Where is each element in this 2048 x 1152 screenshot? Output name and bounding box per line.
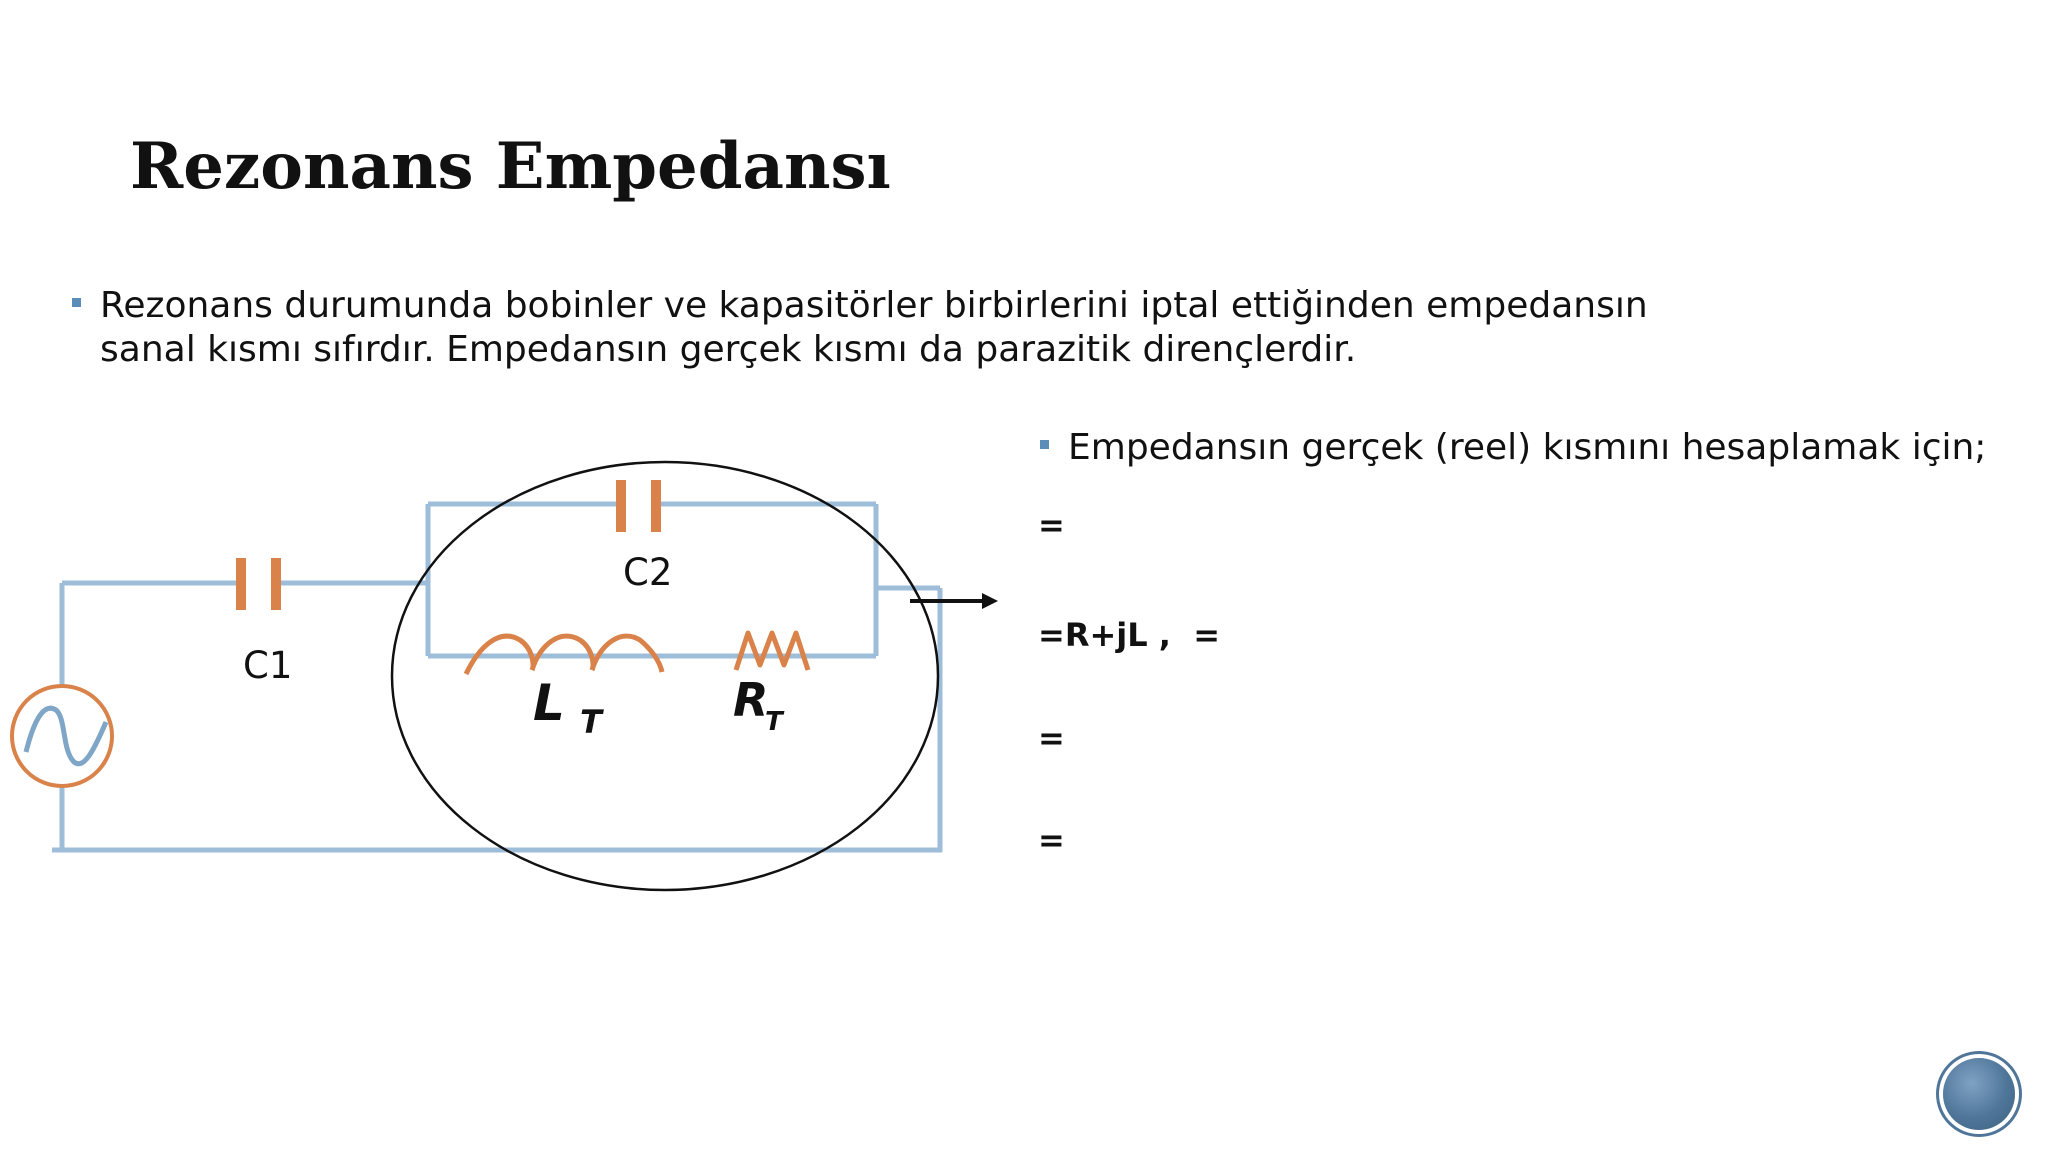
- nav-badge-icon[interactable]: [1943, 1058, 2015, 1130]
- formula-line-3: =: [1038, 719, 1065, 757]
- formula-line-1: =: [1038, 506, 1065, 544]
- slide-title: Rezonans Empedansı: [130, 129, 891, 204]
- bullet-item-resonance: [72, 284, 1732, 372]
- label-lt-main: L: [533, 674, 565, 732]
- bullet-text-resonance: Rezonans durumunda bobinler ve kapasitörler birbirlerini iptal ettiğinden empedansın sanal kısmı sıfırdır. Empedansın gerçek kısmı da parazitik dirençlerdir.: [100, 285, 1648, 370]
- bullet-marker: [1040, 440, 1049, 449]
- formula-line-2: =R+jL , =: [1038, 616, 1221, 654]
- ac-source-icon: [12, 686, 112, 786]
- label-lt: [533, 674, 604, 741]
- label-rt-main: R: [733, 673, 769, 727]
- bullet-marker: [72, 298, 81, 307]
- capacitor-c1: [241, 558, 276, 610]
- label-rt-sub: T: [765, 707, 783, 737]
- capacitor-c2: [621, 480, 656, 532]
- tank-ellipse: [392, 462, 938, 890]
- circuit-wires: [52, 504, 942, 852]
- formula-line-4: =: [1038, 821, 1065, 859]
- label-lt-sub: T: [580, 703, 602, 741]
- bullet-item-real-part: [1040, 426, 1987, 470]
- label-c2: C2: [623, 551, 673, 594]
- resistor-rt: [736, 633, 808, 670]
- bullet-text-real-part: Empedansın gerçek (reel) kısmını hesaplamak için;: [1068, 427, 1987, 468]
- label-c1: C1: [243, 644, 293, 687]
- label-rt: [733, 673, 785, 737]
- circuit-diagram: [0, 440, 1010, 900]
